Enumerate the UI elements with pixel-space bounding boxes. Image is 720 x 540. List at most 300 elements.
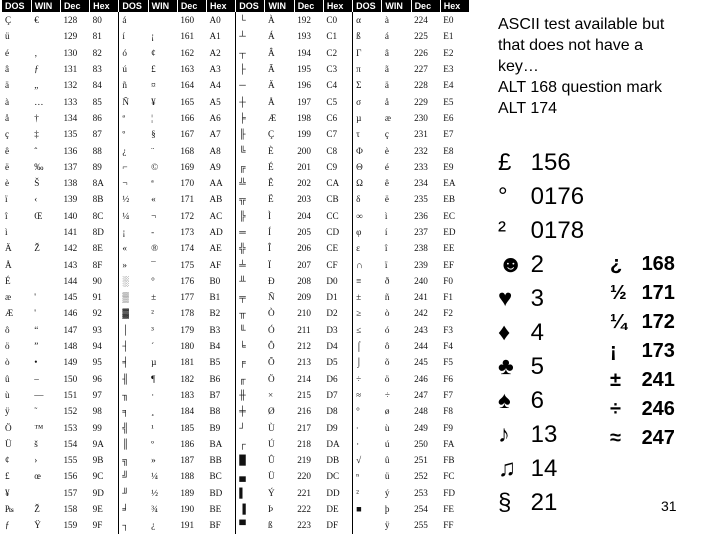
table-cell: Ö [5,422,12,433]
table-cell: F7 [443,389,453,400]
table-row [2,485,470,501]
table-cell: 208 [297,275,311,286]
table-cell: 225 [414,31,428,42]
table-cell: B5 [209,357,221,368]
table-cell: û [384,455,390,466]
table-cell: 147 [63,324,78,335]
table-cell: E3 [443,64,454,75]
table-cell: 232 [414,145,428,156]
table-cell: 234 [414,178,428,189]
table-cell: µ [151,357,157,368]
table-row [2,208,470,224]
table-cell: 220 [297,471,311,482]
table-cell: ¿ [151,520,156,531]
table-cell: ≈ [353,387,382,403]
table-row [2,338,470,354]
table-cell: î [5,210,8,221]
table-cell: õ [384,357,390,368]
table-cell: ╒ [236,354,265,370]
list-item [498,248,584,282]
column-header: Dec [411,0,440,12]
table-cell: ≡ [353,273,382,289]
table-row [2,93,470,109]
table-cell: ù [384,422,390,433]
column-header: Hex [90,0,119,12]
table-cell: 253 [414,487,428,498]
table-cell: 189 [180,487,195,498]
table-cell: ÿ [5,406,10,417]
table-row [2,256,470,272]
table-cell: 144 [63,275,78,286]
table-cell: ù [5,389,10,400]
table-cell: E8 [443,145,454,156]
table-cell: ╫ [236,387,265,403]
table-row [2,191,470,207]
table-cell: 193 [297,31,311,42]
table-cell: B9 [209,422,221,433]
table-cell: C9 [326,161,338,172]
table-cell: DA [326,438,340,449]
table-cell: 182 [180,373,195,384]
symbol: ÷ [610,398,621,420]
table-cell: Σ [353,77,382,93]
table-cell: 212 [297,341,311,352]
table-cell: ” [34,341,39,352]
table-cell: ' [34,292,36,303]
table-cell: CC [326,210,339,221]
table-cell: AC [209,210,223,221]
table-cell: × [267,389,274,400]
symbol: ≈ [610,427,621,449]
table-cell: 81 [92,31,102,42]
table-cell: 190 [180,504,195,515]
table-cell: C3 [326,64,338,75]
table-cell: 9D [92,487,104,498]
table-cell: € [34,15,39,26]
note-line: that does not have a [498,37,643,54]
table-cell: æ [5,292,12,303]
table-cell: Ï [267,259,272,270]
table-cell: EF [443,259,455,270]
alt-code: 4 [530,319,545,346]
alt-code: 246 [641,398,675,420]
table-cell: 98 [92,406,102,417]
table-cell: º [151,438,154,449]
column-header: Hex [207,0,236,12]
table-cell: 95 [92,357,102,368]
table-cell: Í [267,227,272,237]
table-cell: EB [443,194,456,205]
column-header: WIN [265,0,294,12]
table-cell: Å [5,259,12,270]
table-cell: F4 [443,341,453,352]
table-row [2,419,470,435]
table-cell: FB [443,455,455,466]
table-cell: ┐ [119,517,148,533]
table-cell: C2 [326,47,338,58]
table-cell: » [151,455,156,466]
table-cell: À [267,15,275,26]
table-cell: ó [384,324,390,335]
table-cell: 87 [92,129,102,140]
table-cell: ð [384,275,390,286]
table-cell: „ [34,80,39,91]
table-cell: ░ [119,273,148,289]
table-cell: 209 [297,292,311,303]
column-header: Dec [177,0,206,12]
table-cell: DC [326,471,340,482]
table-cell: ═ [236,224,265,240]
column-header: WIN [31,0,60,12]
table-cell: E0 [443,15,454,26]
table-cell: ε [353,240,382,256]
table-row [2,77,470,93]
table-cell: ³ [151,324,154,335]
table-cell: C7 [326,129,338,140]
table-cell: CF [326,259,338,270]
table-cell: 233 [414,161,428,172]
table-cell: ë [5,161,10,172]
table-cell: ▀ [236,517,265,533]
table-cell: C1 [326,31,338,42]
table-cell: Ó [267,324,275,335]
table-cell: AA [209,178,223,189]
table-cell: ▌ [236,485,265,501]
table-cell: ° [151,275,155,286]
alt-code: 21 [530,489,558,516]
table-cell: Û [267,455,275,466]
table-cell: 223 [297,520,311,531]
symbol: ± [610,369,621,391]
list-item [610,279,675,308]
table-cell: A6 [209,112,221,123]
table-header-row [2,0,470,12]
table-cell: ® [151,243,159,254]
table-cell: C0 [326,15,338,26]
table-cell: ÷ [384,389,390,400]
table-cell: 183 [180,389,195,400]
table-cell: ╦ [236,191,265,207]
table-cell: 88 [92,145,102,156]
table-cell: È [267,145,274,156]
table-cell: 158 [63,504,78,515]
table-cell: 195 [297,64,311,75]
table-cell: 94 [92,341,102,352]
table-cell: ™ [34,422,44,433]
table-cell: 130 [63,47,78,58]
table-cell: ä [384,80,389,91]
table-cell: é [5,47,10,58]
table-cell: ¯ [151,259,156,270]
table-cell: 250 [414,438,428,449]
table-row [2,517,470,533]
table-cell: 231 [414,129,428,140]
list-item [498,486,584,520]
table-cell: ¶ [151,373,156,384]
table-cell: š [34,438,38,449]
table-cell: ┬ [236,45,265,61]
table-cell: D3 [326,324,338,335]
table-cell: ╡ [119,354,148,370]
explanation-note [498,14,708,119]
table-cell: 152 [63,406,78,417]
table-cell: 85 [92,96,102,107]
table-cell: 197 [297,96,311,107]
table-cell: ╩ [236,175,265,191]
table-cell: F3 [443,324,453,335]
symbol: £ [498,149,512,176]
table-cell: ∩ [353,256,382,272]
table-cell: ⌠ [353,338,382,354]
table-cell: ╥ [236,305,265,321]
table-cell: 191 [180,520,195,531]
table-cell: Å [267,96,275,107]
table-cell: î [384,243,388,254]
table-cell: 9B [92,455,104,466]
table-cell: Á [267,31,275,42]
table-cell: CA [326,178,340,189]
table-cell: 226 [414,47,428,58]
table-cell: ç [5,129,10,140]
table-cell: BF [209,520,221,531]
table-cell: FD [443,487,456,498]
table-cell: D1 [326,292,338,303]
column-header: DOS [236,0,265,12]
table-cell: ç [384,129,389,140]
table-cell: 9C [92,471,104,482]
column-header: Dec [60,0,89,12]
table-cell: 245 [414,357,428,368]
table-cell: ƒ [5,520,10,531]
table-cell: ¼ [151,471,158,482]
table-cell: é [384,161,389,172]
table-cell: 229 [414,96,428,107]
table-cell: 140 [63,210,78,221]
table-cell: 248 [414,406,428,417]
ascii-code-table [2,0,470,534]
table-cell: 99 [92,422,102,433]
table-cell: D9 [326,422,338,433]
table-cell: Ä [267,80,275,91]
table-cell: ¬ [119,175,148,191]
table-cell: 143 [63,259,78,270]
table-cell: 8D [92,227,104,237]
column-header: DOS [119,0,148,12]
table-cell: ô [384,341,390,352]
table-cell: 175 [180,259,195,270]
table-cell: 247 [414,389,428,400]
table-cell: ¢ [151,47,156,58]
table-cell: · [151,389,155,400]
table-cell: § [151,129,156,140]
table-cell: E4 [443,80,454,91]
table-cell: 178 [180,308,195,319]
table-cell: D4 [326,341,338,352]
table-cell [31,273,60,289]
table-cell: 228 [414,80,428,91]
table-cell: ⌡ [353,354,382,370]
table-cell: 216 [297,406,311,417]
table-cell: û [5,373,10,384]
column-header: DOS [353,0,382,12]
table-cell: F0 [443,275,453,286]
table-cell: ╔ [236,159,265,175]
table-cell: A0 [209,15,221,26]
table-cell: 138 [63,178,78,189]
list-item [610,337,675,366]
alt-code: 14 [530,455,558,482]
table-cell: E2 [443,47,454,58]
table-cell: ë [384,194,389,205]
table-cell: ╣ [119,419,148,435]
table-cell: A5 [209,96,221,107]
table-cell: æ [384,112,391,123]
table-cell: … [34,96,44,107]
table-cell: 128 [63,15,78,26]
table-cell: C4 [326,80,338,91]
table-cell: 187 [180,455,195,466]
table-cell: ã [384,64,389,75]
table-cell: δ [353,191,382,207]
table-cell: 237 [414,227,428,237]
table-cell: D7 [326,389,338,400]
table-cell: 224 [414,15,428,26]
list-item [610,424,675,453]
table-cell: B0 [209,275,221,286]
symbol: ♦ [498,319,511,346]
table-cell: 84 [92,80,102,91]
table-cell: BE [209,504,222,515]
table-cell: Ñ [267,292,275,303]
table-cell: 219 [297,455,311,466]
table-cell: » [119,256,148,272]
table-row [2,289,470,305]
table-cell: 164 [180,80,195,91]
symbol: ½ [610,282,627,304]
table-cell: ò [384,308,390,319]
table-row [2,354,470,370]
table-cell: 97 [92,389,102,400]
table-cell: ╚ [236,142,265,158]
table-cell: Ê [267,178,274,189]
table-cell: ╟ [236,126,265,142]
table-cell: E1 [443,31,454,42]
table-cell: 198 [297,112,311,123]
table-row [2,159,470,175]
table-cell: ┌ [236,436,265,452]
table-cell: ¸ [151,406,155,417]
table-cell: E9 [443,161,454,172]
table-cell: ╗ [119,452,148,468]
table-cell: 196 [297,80,311,91]
table-cell: ⁿ [353,468,382,484]
table-cell: │ [119,322,148,338]
table-cell: 192 [297,15,311,26]
table-cell [148,12,177,28]
table-cell: ED [443,227,456,237]
table-cell: Ç [267,129,275,140]
table-cell: Ž [34,243,40,254]
table-cell: ╕ [119,403,148,419]
table-cell: π [353,61,382,77]
table-cell: ¥ [151,96,156,107]
list-item [610,395,675,424]
table-cell: 172 [180,210,195,221]
table-cell: ÿ [384,520,390,531]
table-cell: 89 [92,161,102,172]
table-cell: Ö [267,373,275,384]
alt-code: 0176 [530,183,585,210]
table-cell: ╨ [236,273,265,289]
table-cell: ½ [119,191,148,207]
column-header: Hex [323,0,352,12]
table-cell: BB [209,455,222,466]
table-cell: · [353,436,382,452]
alt-code: 13 [530,421,558,448]
column-header: DOS [2,0,31,12]
table-cell: 8A [92,178,104,189]
list-item [610,308,675,337]
table-cell: ú [384,438,390,449]
column-header: Dec [294,0,323,12]
table-cell: ╛ [119,501,148,517]
table-cell: ½ [151,487,158,498]
alt-code: 172 [641,311,675,333]
table-cell: EA [443,178,456,189]
table-cell: þ [384,504,390,515]
table-cell [31,485,60,501]
table-cell: Ú [267,438,275,449]
table-cell: 214 [297,373,311,384]
table-row [2,387,470,403]
table-cell: 230 [414,112,428,123]
table-cell: ║ [119,436,148,452]
table-cell: 239 [414,259,428,270]
list-item [610,250,675,279]
table-cell: › [34,455,38,466]
table-cell: † [34,112,39,123]
table-cell: ´ [151,341,155,352]
table-row [2,322,470,338]
table-cell: ' [34,308,36,319]
table-cell: ╜ [119,485,148,501]
table-cell: ì [5,227,8,237]
table-cell: ß [267,520,273,531]
table-cell: Æ [267,112,277,123]
table-cell: ¨ [151,145,155,156]
table-cell: FA [443,438,455,449]
table-cell: 218 [297,438,311,449]
table-cell: à [5,96,10,107]
alt-code: 6 [530,387,545,414]
table-cell: ┤ [119,338,148,354]
table-cell: Î [267,243,272,254]
column-header: Hex [440,0,469,12]
table-cell: B7 [209,389,221,400]
table-cell: « [151,194,156,205]
symbol: ¡ [610,340,617,362]
table-cell: 90 [92,275,102,286]
list-item [498,418,584,452]
table-cell: ø [384,406,390,417]
table-cell: • [34,357,38,368]
table-cell: ñ [384,292,390,303]
table-row [2,142,470,158]
table-cell: 133 [63,96,78,107]
table-cell: A3 [209,64,221,75]
table-cell: ° [353,403,382,419]
table-cell: φ [353,224,382,240]
